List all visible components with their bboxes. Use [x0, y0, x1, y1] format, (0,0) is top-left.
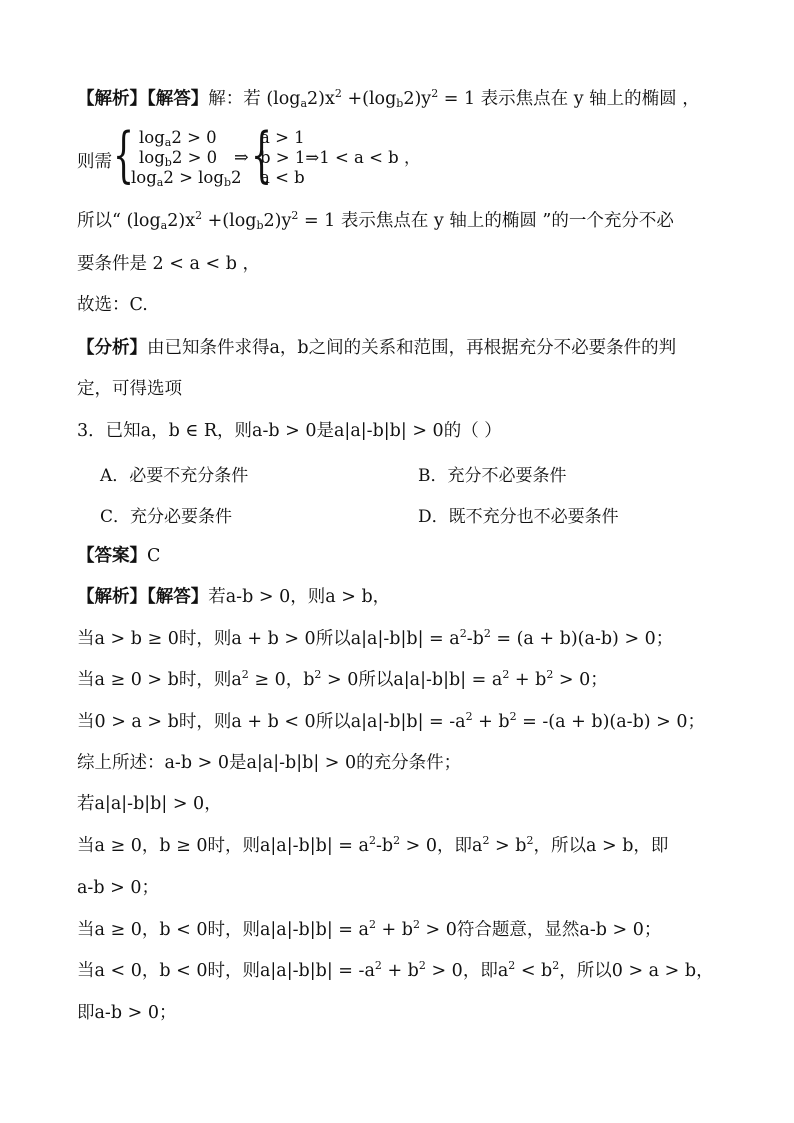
- analysis-line-2: 定，可得选项: [77, 379, 182, 399]
- analysis-line: 【分析】由已知条件求得a，b之间的关系和范围，再根据充分不必要条件的判: [77, 338, 677, 358]
- right-brace: {: [251, 120, 273, 190]
- answer-line: 【答案】C: [77, 546, 161, 566]
- system-left-column: $\log_a2 > 0$ $\log_b2 > 0$ $\log_a2 > \log_b2$: [131, 128, 242, 189]
- solution-line-7: 当a ≥ 0，b ≥ 0时，则$a|a|-b|b| = a^2-b^2 > 0$，即$a^2 > b^2$，所以a > b，即: [77, 834, 669, 856]
- option-b: B．充分不必要条件: [418, 466, 567, 486]
- conclusion-line-2: 要条件是 2 < a < b ，: [77, 254, 260, 274]
- system-right-column: a > 1 b > 1⇒1 < a < b ， a < b: [260, 128, 421, 187]
- solution-line-5: 综上所述：a-b > 0是a|a|-b|b| > 0的充分条件；: [77, 753, 462, 773]
- solution-line-9: 当a ≥ 0，b < 0时，则$a|a|-b|b| = a^2 + b^2 > 0$符合题意，显然a-b > 0；: [77, 918, 662, 940]
- option-c: C．充分必要条件: [100, 507, 233, 527]
- solution-line-10: 当a < 0，b < 0时，则$a|a|-b|b| = -a^2 + b^2 > 0$，即$a^2 < b^2$，所以0 > a > b，: [77, 959, 714, 981]
- solution-line-8: a-b > 0；: [77, 878, 159, 898]
- section-tag: 【解析】【解答】: [77, 89, 209, 109]
- implies-arrow: ⇒: [234, 148, 249, 168]
- solution-line-4: 当0 > a > b时，则a + b < 0所以$a|a|-b|b| = -a^2 + b^2 = -(a + b)(a-b) > 0$；: [77, 710, 706, 732]
- choice-line: 故选：C.: [77, 295, 148, 315]
- solution-line-11: 即a-b > 0；: [77, 1003, 177, 1023]
- inequality-system: 则需 { $\log_a2 > 0$ $\log_b2 > 0$ $\log_a2 > \log_b2$ ⇒ { a > 1 b > 1⇒1 < a < b ， a < b: [77, 120, 421, 190]
- conclusion-line: 所以“ $(\log_a2)x^2 +(\log_b2)y^2 = 1$ 表示焦点在 y 轴上的椭圆 ”的一个充分不必: [77, 209, 674, 232]
- solution-intro-line: 【解析】【解答】解：若 $(\log_a2)x^2 +(\log_b2)y^2 = 1$ 表示焦点在 y 轴上的椭圆 ，: [77, 87, 700, 110]
- solution-line-2: 当a > b ≥ 0时，则a + b > 0所以$a|a|-b|b| = a^2-b^2 = (a + b)(a-b) > 0$；: [77, 627, 674, 649]
- option-d: D．既不充分也不必要条件: [418, 507, 619, 527]
- solution-line-3: 当a ≥ 0 > b时，则$a^2 \ge 0$，$b^2 > 0$所以$a|a|-b|b| = a^2 + b^2 > 0$；: [77, 668, 608, 690]
- solution-line-1: 【解析】【解答】若a-b > 0，则a > b，: [77, 587, 391, 607]
- solution-line-6: 若a|a|-b|b| > 0，: [77, 794, 222, 814]
- left-brace: {: [113, 120, 135, 190]
- question-3: 3．已知a，b ∈ R，则a-b > 0是a|a|-b|b| > 0的（ ）: [77, 421, 502, 441]
- option-a: A．必要不充分条件: [100, 466, 249, 486]
